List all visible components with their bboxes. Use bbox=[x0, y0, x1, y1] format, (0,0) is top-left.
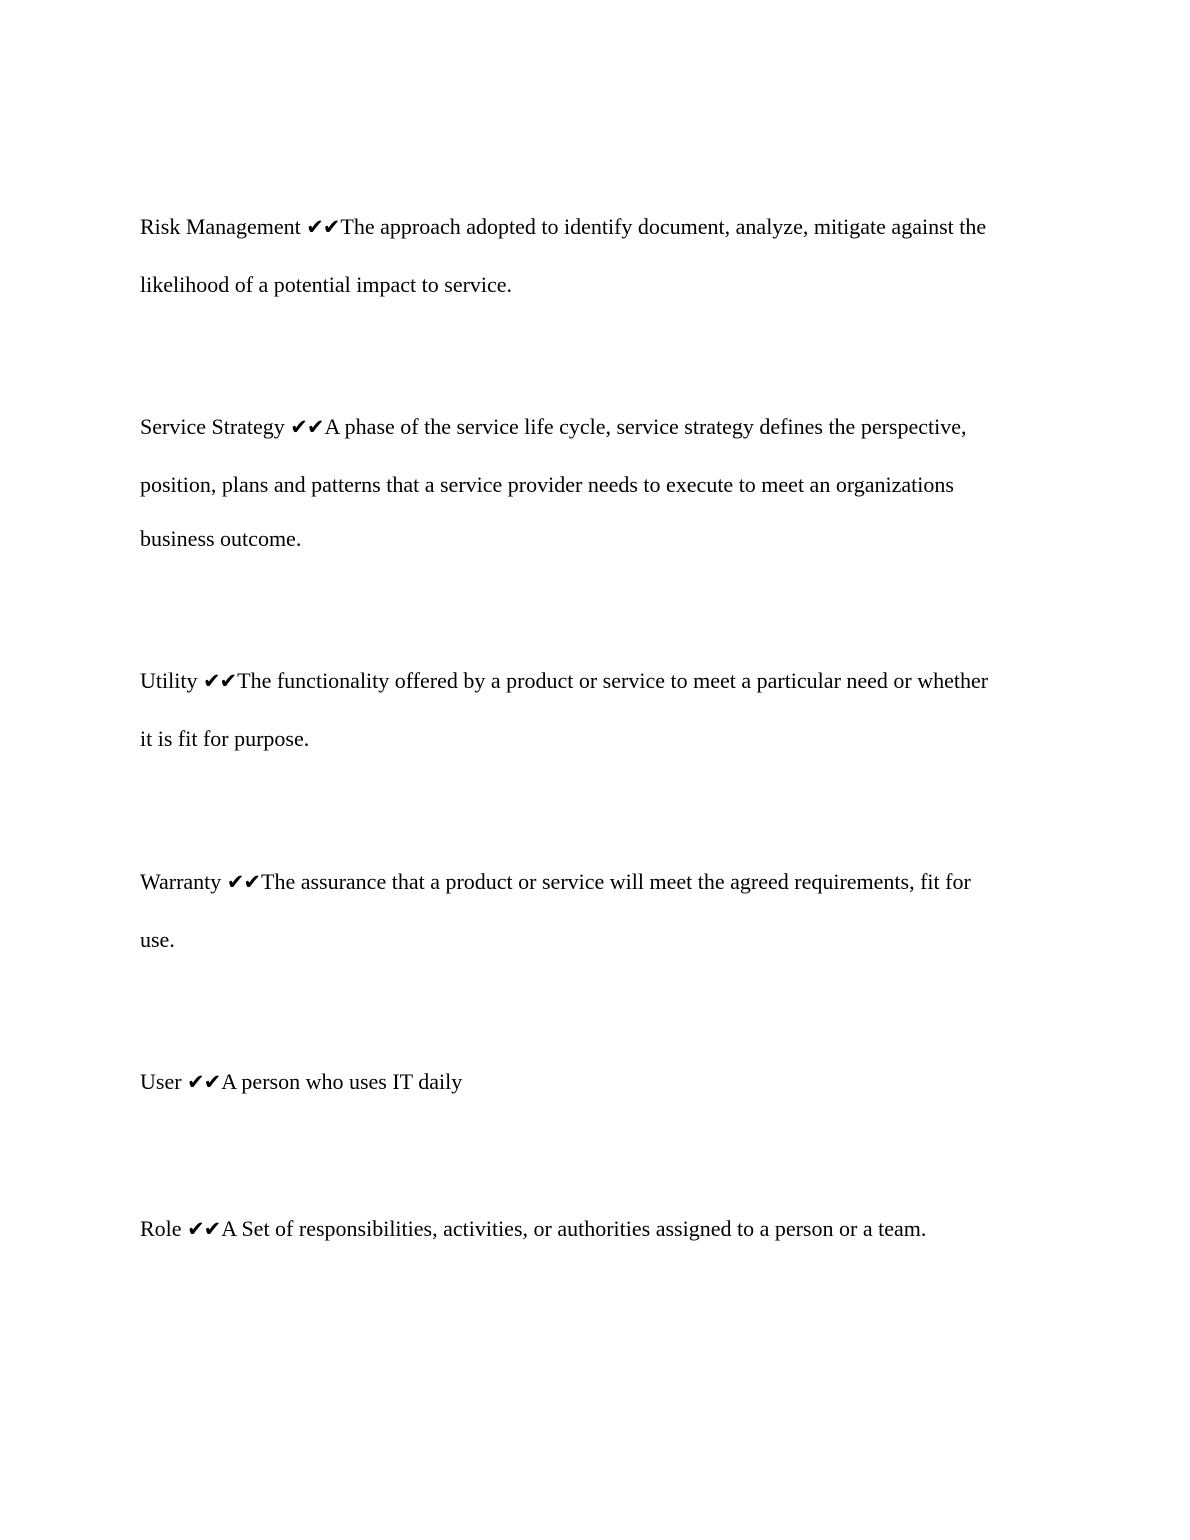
entry-term: Role bbox=[140, 1216, 182, 1241]
entry-term: User bbox=[140, 1069, 182, 1094]
double-check-icon: ✔✔ bbox=[187, 1217, 221, 1241]
entry-term: Risk Management bbox=[140, 214, 301, 239]
entry-definition: business outcome. bbox=[140, 526, 302, 551]
entry-definition: it is fit for purpose. bbox=[140, 726, 310, 751]
entry-service-strategy-line-2 bbox=[140, 472, 1060, 498]
double-check-icon: ✔✔ bbox=[290, 415, 324, 439]
entry-definition: position, plans and patterns that a service provider needs to execute to meet an organizations bbox=[140, 472, 954, 497]
entry-user-line-1 bbox=[140, 1069, 1060, 1095]
entry-service-strategy-line-3 bbox=[140, 526, 1060, 552]
entry-risk-management-line-2 bbox=[140, 272, 1060, 298]
entry-warranty-line-2 bbox=[140, 927, 1060, 953]
entry-definition: A phase of the service life cycle, service strategy defines the perspective, bbox=[324, 414, 967, 439]
entry-utility-line-2 bbox=[140, 726, 1060, 752]
entry-definition: The functionality offered by a product or service to meet a particular need or whether bbox=[237, 668, 989, 693]
entry-term: Utility bbox=[140, 668, 198, 693]
entry-utility-line-1 bbox=[140, 668, 1060, 694]
entry-definition: likelihood of a potential impact to service. bbox=[140, 272, 513, 297]
double-check-icon: ✔✔ bbox=[202, 669, 237, 693]
entry-role-line-1 bbox=[140, 1216, 1060, 1242]
double-check-icon: ✔✔ bbox=[187, 1070, 221, 1094]
entry-definition: The assurance that a product or service will meet the agreed requirements, fit for bbox=[261, 869, 971, 894]
entry-definition: use. bbox=[140, 927, 175, 952]
entry-definition: The approach adopted to identify document, analyze, mitigate against the bbox=[340, 214, 987, 239]
entry-definition: A person who uses IT daily bbox=[221, 1069, 463, 1094]
double-check-icon: ✔✔ bbox=[306, 215, 340, 239]
entry-warranty-line-1 bbox=[140, 869, 1060, 895]
entry-term: Warranty bbox=[140, 869, 222, 894]
entry-service-strategy-line-1 bbox=[140, 414, 1060, 440]
entry-definition: A Set of responsibilities, activities, or authorities assigned to a person or a team. bbox=[221, 1216, 927, 1241]
double-check-icon: ✔✔ bbox=[226, 870, 260, 894]
entry-term: Service Strategy bbox=[140, 414, 285, 439]
entry-risk-management-line-1 bbox=[140, 214, 1060, 240]
